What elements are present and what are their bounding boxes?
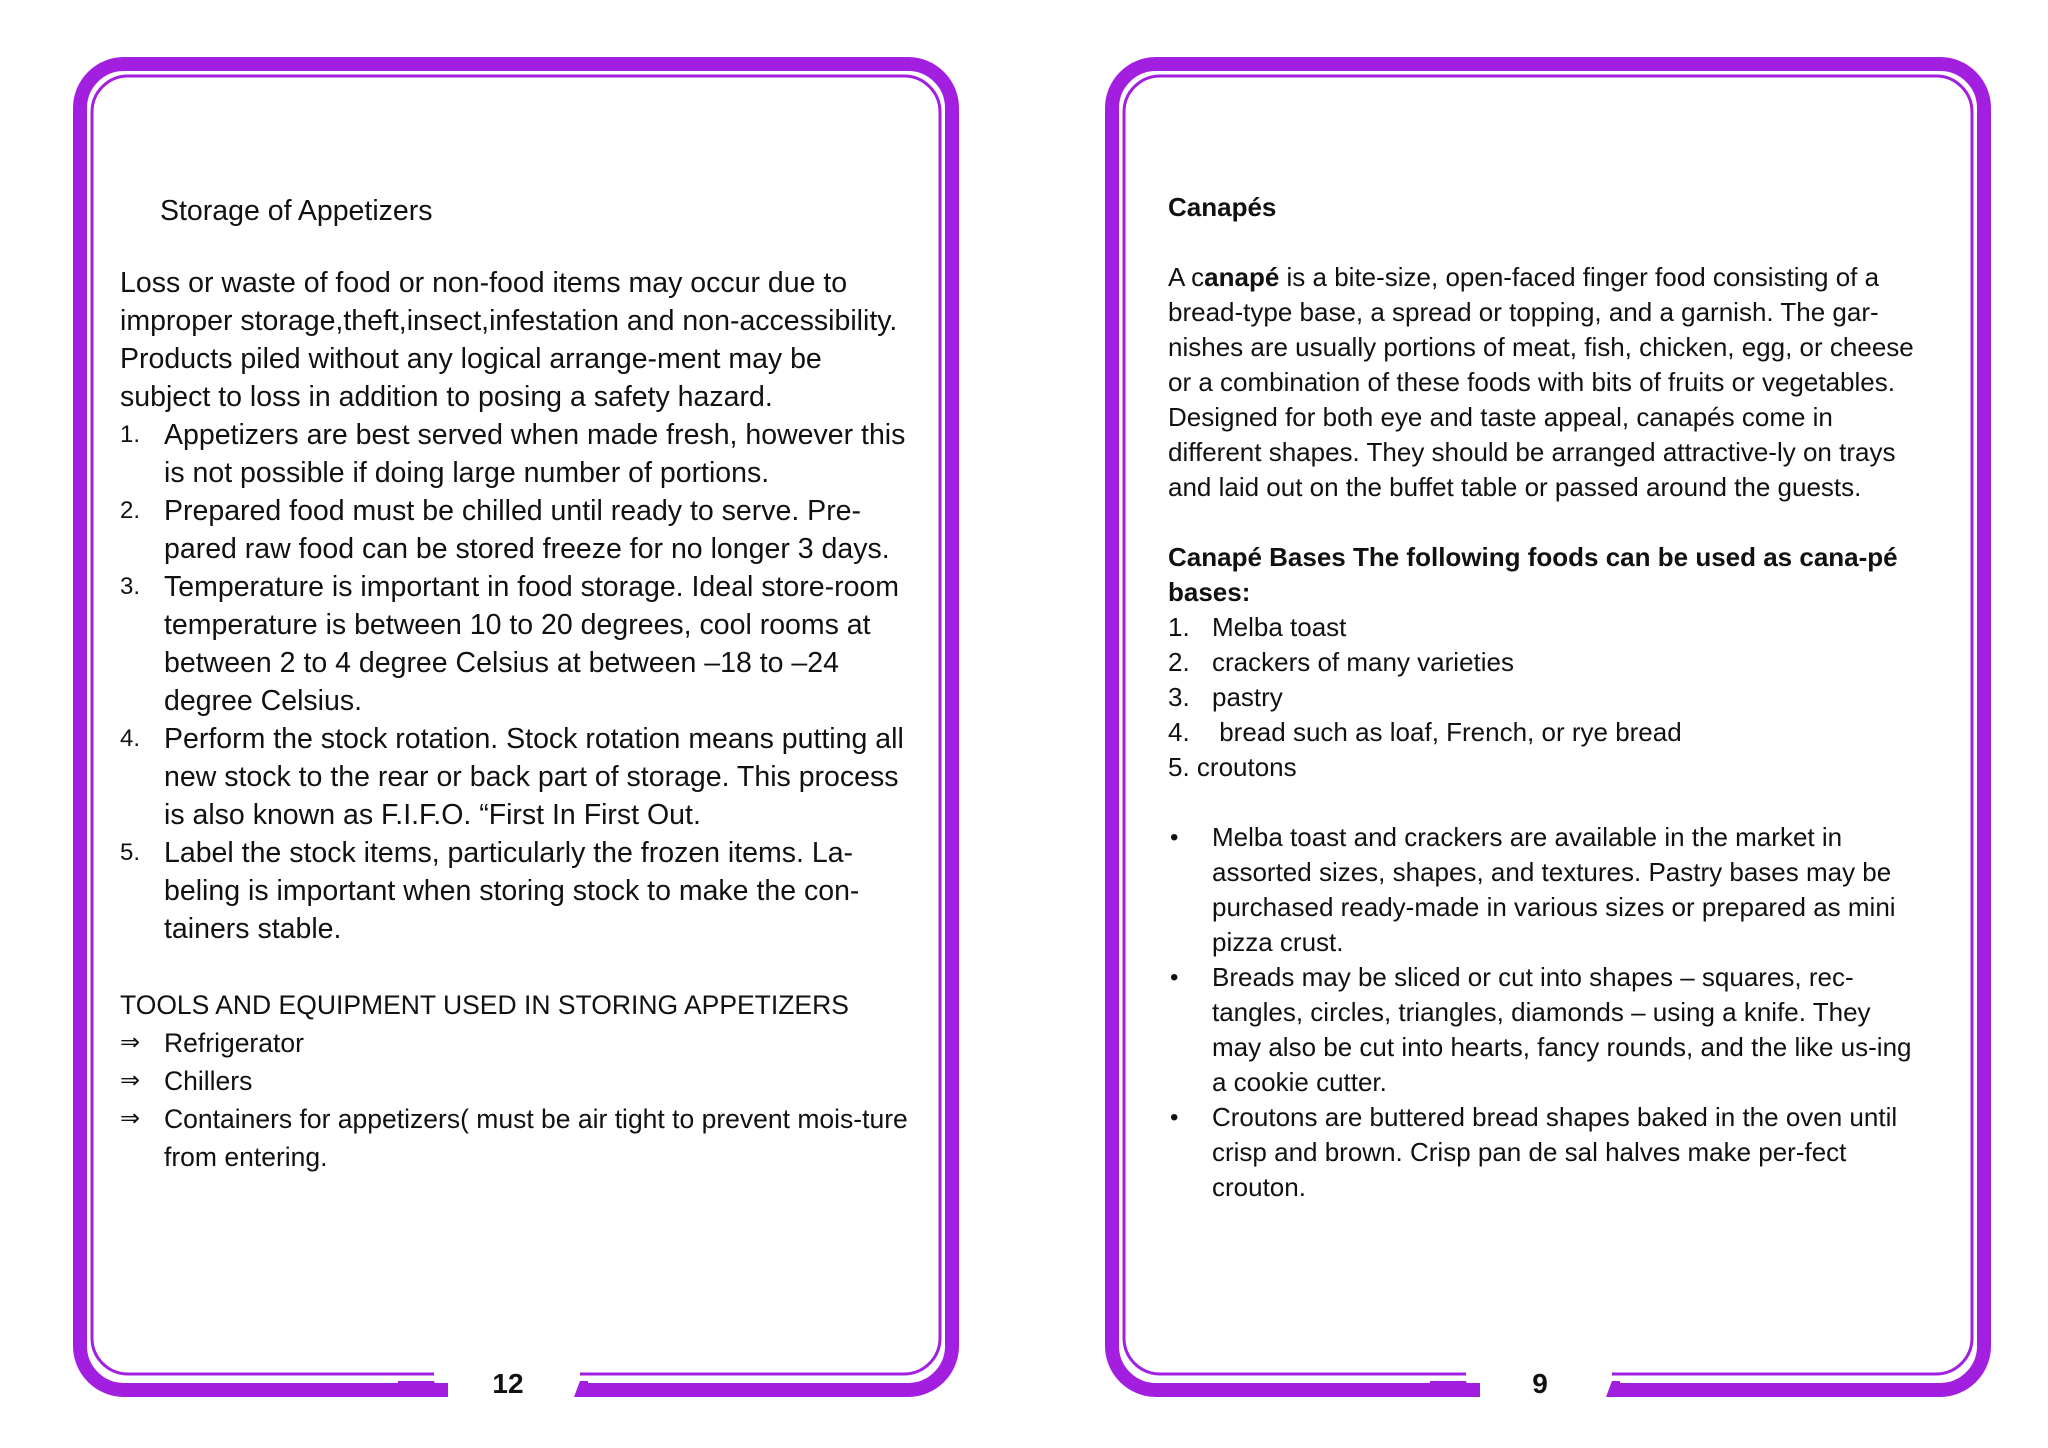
list-item: 2. Prepared food must be chilled until ready to serve. Pre-pared raw food can be stored freeze for no longer 3 days. xyxy=(120,495,890,565)
right-page xyxy=(1100,52,1996,1402)
right-page-content xyxy=(1168,190,1924,1205)
canape-bases-heading: Canapé Bases The following foods can be used as cana-pé bases: xyxy=(1168,542,1898,607)
storage-list xyxy=(120,416,910,948)
list-item: • Melba toast and crackers are available in the market in assorted sizes, shapes, and textures. Pastry bases may be purchased ready-made in various sizes or prepared as mini pizza crust. xyxy=(1168,820,1924,960)
list-item: 4. bread such as loaf, French, or rye bread xyxy=(1168,717,1682,747)
list-item: ⇒ Containers for appetizers( must be air tight to prevent mois-ture from entering. xyxy=(120,1100,910,1176)
tools-heading: TOOLS AND EQUIPMENT USED IN STORING APPETIZERS xyxy=(120,990,849,1020)
canape-bullets xyxy=(1168,820,1924,1205)
arrow-icon: ⇒ xyxy=(120,1067,141,1094)
list-item: 1. Melba toast xyxy=(1168,612,1347,642)
left-page xyxy=(68,52,964,1402)
list-item: 3. Temperature is important in food storage. Ideal store-room temperature is between 10 to 20 degrees, cool rooms at between 2 to 4 degree Celsius at between –18 to –24 degree Celsius. xyxy=(120,571,900,717)
page-number: 12 xyxy=(492,1368,524,1399)
list-item: • Croutons are buttered bread shapes baked in the oven until crisp and brown. Crisp pan de sal halves make per-fect crouton. xyxy=(1168,1100,1924,1205)
page-number: 9 xyxy=(1532,1368,1548,1399)
bullet-icon: • xyxy=(1170,824,1179,851)
storage-heading: Storage of Appetizers xyxy=(160,195,433,227)
tools-list xyxy=(120,1024,910,1176)
bullet-icon: • xyxy=(1170,1104,1179,1131)
list-item: 5. Label the stock items, particularly the frozen items. La-beling is important when storing stock to make the con-tainers stable. xyxy=(120,837,860,945)
list-item: ⇒ Refrigerator xyxy=(120,1024,910,1062)
list-item: 3. pastry xyxy=(1168,682,1283,712)
arrow-icon: ⇒ xyxy=(120,1029,141,1056)
canapes-heading: Canapés xyxy=(1168,192,1277,222)
arrow-icon: ⇒ xyxy=(120,1105,141,1132)
left-page-content xyxy=(120,192,910,1176)
list-item: 4. Perform the stock rotation. Stock rotation means putting all new stock to the rear or back part of storage. This process is also known as F.I.F.O. “First In First Out. xyxy=(120,723,904,831)
list-item: 2. crackers of many varieties xyxy=(1168,647,1514,677)
list-item: 1. Appetizers are best served when made fresh, however this is not possible if doing large number of portions. xyxy=(120,419,906,489)
storage-intro: Loss or waste of food or non-food items may occur due to improper storage,theft,insect,infestation and non-accessibility. Products piled without any logical arrange-ment may be subject to loss in addition to posing a safety hazard. xyxy=(120,267,898,413)
canape-bases-list xyxy=(1168,610,1924,785)
list-item: 5. croutons xyxy=(1168,752,1297,782)
list-item: • Breads may be sliced or cut into shapes – squares, rec-tangles, circles, triangles, diamonds – using a knife. They may also be cut into hearts, fancy rounds, and the like us-ing a cookie cutter. xyxy=(1168,960,1924,1100)
bullet-icon: • xyxy=(1170,964,1179,991)
list-item: ⇒ Chillers xyxy=(120,1062,910,1100)
canapes-intro: A canapé is a bite-size, open-faced finger food consisting of a bread-type base, a spread or topping, and a garnish. The gar-nishes are usually portions of meat, fish, chicken, egg, or cheese or a combination of these foods with bits of fruits or vegetables. Designed for both eye and taste appeal, canapés come in different shapes. They should be arranged attractive-ly on trays and laid out on the buffet table or passed around the guests. xyxy=(1168,262,1914,502)
